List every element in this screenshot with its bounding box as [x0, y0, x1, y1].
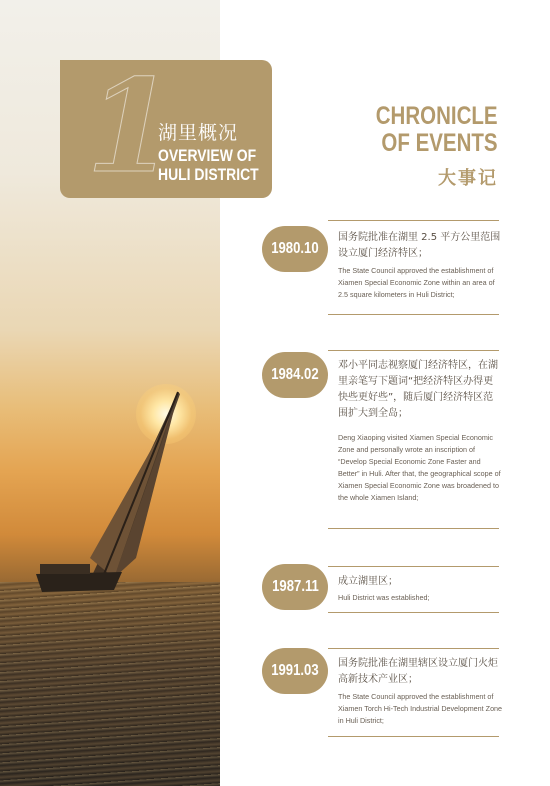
event-top-rule [328, 350, 499, 351]
event-top-rule [328, 566, 499, 567]
event-text-zh: 成立湖里区； [338, 576, 398, 587]
section-title-en-line2: HULI DISTRICT [158, 165, 259, 184]
event-date-badge: 1987.11 [262, 564, 328, 610]
sailboat-icon [30, 388, 190, 598]
sea-water [0, 582, 220, 786]
section-number: 1 [86, 52, 176, 202]
section-title-en [158, 146, 273, 184]
event-bottom-rule [328, 612, 499, 613]
event-date-badge: 1984.02 [262, 352, 328, 398]
chronicle-heading-zh: 大事记 [438, 168, 498, 189]
event-text-en: The State Council approved the establishment of Xiamen Special Economic Zone within an area of 2.5 square kilometers in Huli District; [338, 266, 495, 299]
event-date-badge: 1991.03 [262, 648, 328, 694]
event-date-badge: 1980.10 [262, 226, 328, 272]
chronicle-heading [376, 103, 498, 157]
event-text-en: Huli District was established; [338, 593, 430, 602]
section-title-zh: 湖里概况 [158, 122, 239, 144]
event-text-en: The State Council approved the establishment of Xiamen Torch Hi-Tech Industrial Development Zone in Huli District; [338, 692, 503, 725]
event-top-rule [328, 648, 499, 649]
event-text-zh: 邓小平同志视察厦门经济特区，在湖里亲笔写下题词“把经济特区办得更快些更好些”，随后厦门经济特区范围扩大到全岛； [338, 360, 498, 419]
event-bottom-rule [328, 314, 499, 315]
event-bottom-rule [328, 736, 499, 737]
section-title-en-line1: OVERVIEW OF [158, 146, 257, 165]
chronicle-heading-line2: OF EVENTS [381, 129, 498, 157]
event-text-zh: 国务院批准在湖里辖区设立厦门火炬高新技术产业区； [338, 658, 498, 685]
event-top-rule [328, 220, 499, 221]
chronicle-heading-line1: CHRONICLE [376, 102, 498, 130]
event-bottom-rule [328, 528, 499, 529]
event-text-en: Deng Xiaoping visited Xiamen Special Economic Zone and personally wrote an inscription of “Develop Special Economic Zone Faster and Better” in Huli. After that, the geographical scope of Xiamen Special Economic Zone was broadened to the whole Xiamen Island; [338, 433, 501, 502]
event-text-zh: 国务院批准在湖里 2.5 平方公里范围设立厦门经济特区； [338, 232, 501, 259]
